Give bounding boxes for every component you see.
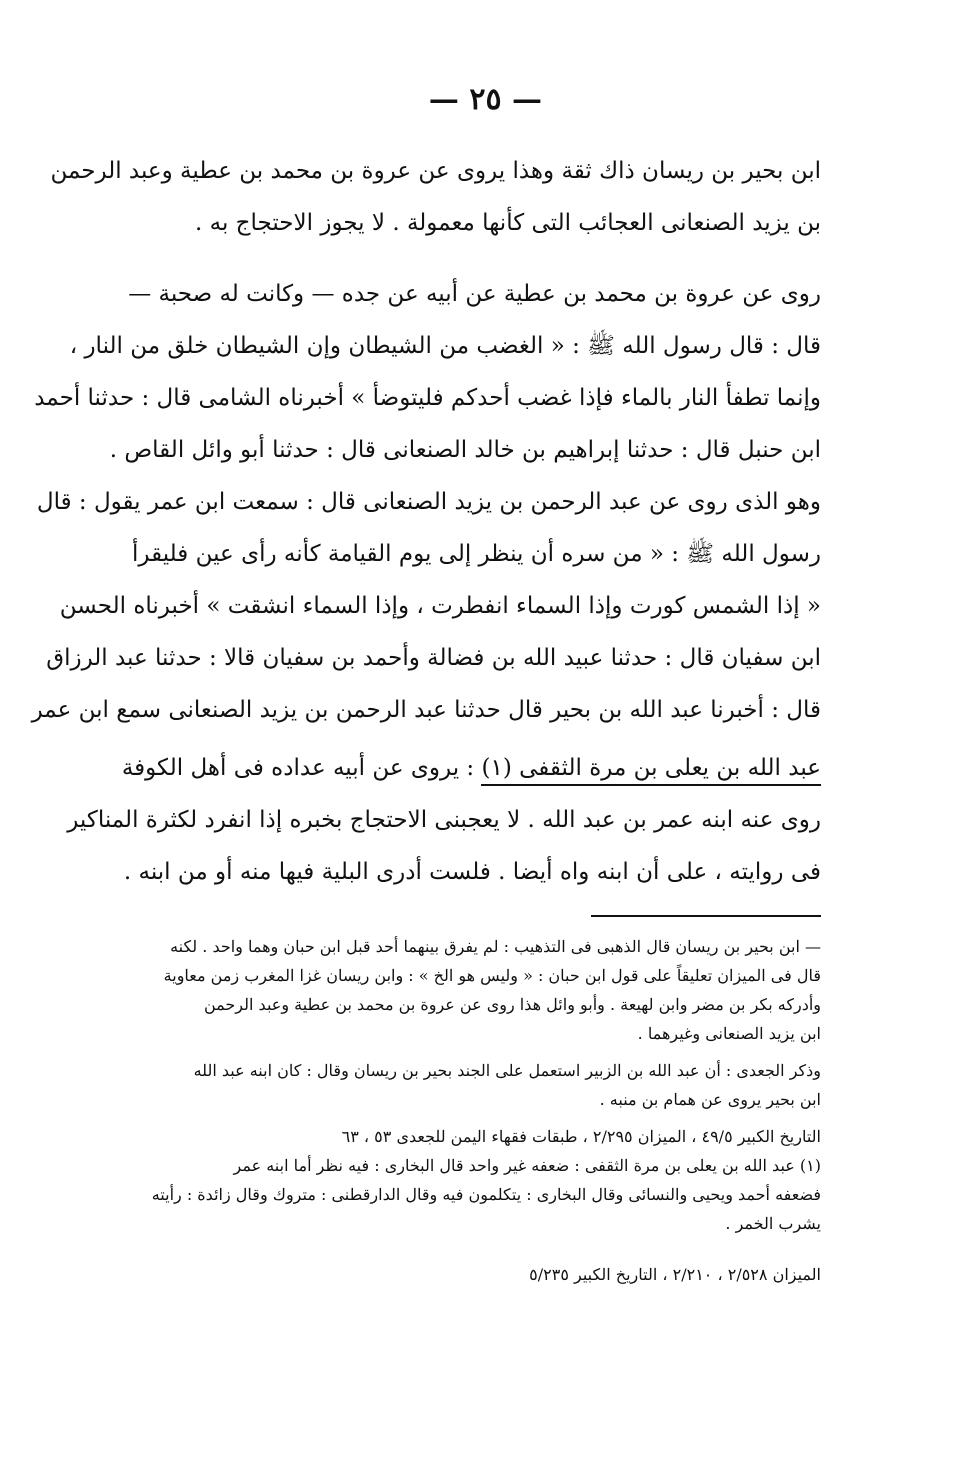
paragraph-1-line-1: ابن بحير بن ريسان ذاك ثقة وهذا يروى عن عروة بن محمد بن عطية وعبد الرحمن: [50, 158, 821, 184]
footnote-b-line-2: ابن بحير يروى عن همام بن منبه .: [599, 1090, 821, 1109]
entry-heading-rest: : يروى عن أبيه عداده فى أهل الكوفة: [121, 755, 482, 781]
paragraph-2-line-8: ابن سفيان قال : حدثنا عبيد الله بن فضالة وأحمد بن سفيان قالا : حدثنا عبد الرزاق: [46, 645, 821, 671]
footnote-d-line-1: (١) عبد الله بن يعلى بن مرة الثقفى : ضعفه غير واحد قال البخارى : فيه نظر أما ابنه عمر: [233, 1156, 821, 1175]
paragraph-1-line-2: بن يزيد الصنعانى العجائب التى كأنها معمولة . لا يجوز الاحتجاج به .: [195, 210, 821, 236]
paragraph-2-line-7: « إذا الشمس كورت وإذا السماء انفطرت ، وإذا السماء انشقت » أخبرناه الحسن: [59, 593, 821, 619]
paragraph-1: [50, 145, 821, 249]
footnotes: [116, 932, 821, 1289]
paragraph-2-line-6: رسول الله ﷺ : « من سره أن ينظر إلى يوم القيامة كأنه رأى عين فليقرأ: [132, 541, 821, 567]
entry-heading: [481, 754, 821, 786]
paragraph-2-line-2: قال : قال رسول الله ﷺ : « الغضب من الشيطان وإن الشيطان خلق من النار ،: [69, 333, 821, 359]
entry-heading-name: عبد الله بن يعلى بن مرة الثقفى: [519, 755, 821, 781]
footnote-e-line-1: الميزان ٢/٥٢٨ ، ٢/٢١٠ ، التاريخ الكبير ٥/٢٣٥: [529, 1265, 821, 1284]
page-number: — ٢٥ —: [428, 82, 543, 117]
paragraph-2-line-4: ابن حنبل قال : حدثنا إبراهيم بن خالد الصنعانى قال : حدثنا أبو وائل القاص .: [109, 437, 821, 463]
footnote-b-line-1: وذكر الجعدى : أن عبد الله بن الزبير استعمل على الجند بحير بن ريسان وقال : كان ابنه عبد الله: [193, 1061, 821, 1080]
footnote-separator: [591, 915, 821, 917]
paragraph-2-line-3: وإنما تطفأ النار بالماء فإذا غضب أحدكم فليتوضأ » أخبرناه الشامى قال : حدثنا أحمد: [34, 385, 821, 411]
footnote-d-line-2: فضعفه أحمد ويحيى والنسائى وقال البخارى : يتكلمون فيه وقال الدارقطنى : متروك وقال زائدة : رأيته: [151, 1185, 821, 1204]
paragraph-2: [31, 268, 821, 736]
paragraph-2-line-1: روى عن عروة بن محمد بن عطية عن أبيه عن جده — وكانت له صحبة —: [128, 281, 821, 307]
footnote-a-line-4: ابن يزيد الصنعانى وغيرهما .: [637, 1024, 821, 1043]
footnote-a-line-2: قال فى الميزان تعليقاً على قول ابن حبان : « وليس هو الخ » : وابن ريسان غزا المغرب زمن معاوية: [163, 966, 821, 985]
entry-heading-line: [121, 742, 821, 794]
footnote-ref: (١): [481, 755, 512, 781]
footnote-a-line-3: وأدركه بكر بن مضر وابن لهيعة . وأبو وائل هذا روى عن عروة بن محمد بن عطية وعبد الرحمن: [203, 995, 821, 1014]
paragraph-3-line-1: روى عنه ابنه عمر بن عبد الله . لا يعجبنى الاحتجاج بخبره إذا انفرد لكثرة المناكير: [67, 807, 821, 833]
footnote-d-line-3: يشرب الخمر .: [725, 1214, 821, 1233]
paragraph-2-line-5: وهو الذى روى عن عبد الرحمن بن يزيد الصنعانى قال : سمعت ابن عمر يقول : قال: [36, 489, 821, 515]
paragraph-2-line-9: قال : أخبرنا عبد الله بن بحير قال حدثنا عبد الرحمن بن يزيد الصنعانى سمع ابن عمر: [31, 697, 821, 723]
footnote-c-line-1: التاريخ الكبير ٤٩/٥ ، الميزان ٢/٢٩٥ ، طبقات فقهاء اليمن للجعدى ٥٣ ، ٦٣: [341, 1127, 821, 1146]
footnote-a-line-1: — ابن بحير بن ريسان قال الذهبى فى التذهيب : لم يفرق بينهما أحد قبل ابن حبان وهما واحد . لكنه: [170, 937, 821, 956]
paragraph-3-line-2: فى روايته ، على أن ابنه واه أيضا . فلست أدرى البلية فيها منه أو من ابنه .: [123, 859, 821, 885]
paragraph-3: [67, 742, 821, 898]
